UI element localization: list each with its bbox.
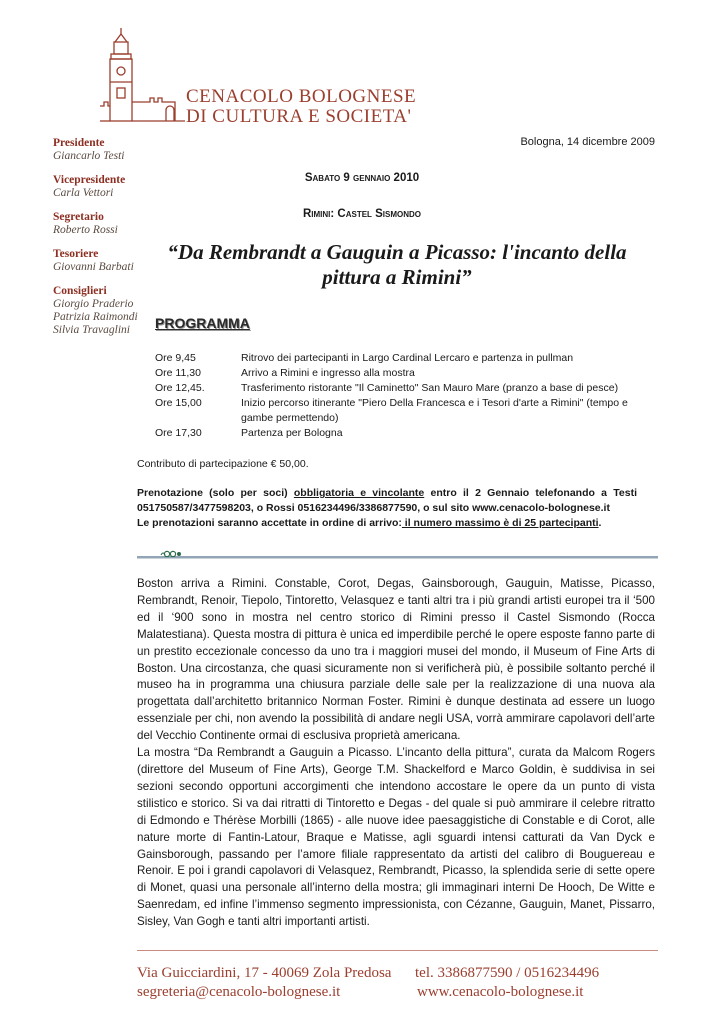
officer-role: Tesoriere xyxy=(53,248,99,260)
divider-ornament-icon xyxy=(137,549,658,561)
contributo-text: Contributo di partecipazione € 50,00. xyxy=(137,458,309,470)
prenotazione-emphasis: il numero massimo è di 25 partecipanti xyxy=(401,517,599,529)
footer-left xyxy=(137,964,391,1002)
prenotazione-part: entro il 2 Gennaio telefonando a Testi 051750587/3477598203, o Rossi 0516234496/3386877590, o sul sito www.cenacolo-bolognese.it xyxy=(137,487,637,514)
event-date xyxy=(0,172,724,184)
programma-desc: Partenza per Bologna xyxy=(241,427,343,439)
officer-role: Vicepresidente xyxy=(53,174,126,186)
article-paragraph: Boston arriva a Rimini. Constable, Corot, Degas, Gainsborough, Gauguin, Matisse, Picasso, Rembrandt, Renoir, Tiepolo, Tintoretto, Velasquez e tanti altri tra i più grandi artisti europei tra il ‘500 ed il ‘900 sono in mostra nel centro storico di Rimini presso il Castel Sismondo (Rocca Malatestiana). Questa mostra di pittura è unica ed imperdibile perché le opere esposte fanno parte di un prestito eccezionale concesso da uno tra i maggiori musei del mondo, il Museum of Fine Arts di Boston. Una circostanza, che quasi sicuramente non si verificherà più, è possibile soltanto perché il museo ha in programma una chiusura parziale delle sale per la realizzazione di una nuova ala progettata dall’architetto britannico Norman Foster. Rimini è dunque destinata ad essere un luogo essenziale per chi, non avendo la possibilità di andare negli USA, vorrà ammirare capolavori dell’arte del Vecchio Continente ormai di esclusiva proprietà americana. xyxy=(137,577,655,743)
officer-group-presidente xyxy=(53,137,153,163)
prenotazione-emphasis: obbligatoria e vincolante xyxy=(293,487,425,499)
event-title: “Da Rembrandt a Gauguin a Picasso: l'incanto della pittura a Rimini” xyxy=(167,240,627,289)
footer-right xyxy=(415,964,599,1002)
prenotazione-part: Le prenotazioni saranno accettate in ordine di arrivo: xyxy=(137,517,402,529)
programma-time: Ore 15,00 xyxy=(155,397,202,409)
footer-address: Via Guicciardini, 17 - 40069 Zola Predosa xyxy=(137,965,392,981)
officer-name: Roberto Rossi xyxy=(53,224,118,236)
officer-group-consiglieri xyxy=(53,285,153,337)
officer-name: Giorgio Praderio xyxy=(53,298,134,310)
officer-name: Patrizia Raimondi xyxy=(53,311,138,323)
programma-desc: Trasferimento ristorante "Il Caminetto" San Mauro Mare (pranzo a base di pesce) xyxy=(241,382,619,394)
programma-row xyxy=(155,381,655,396)
programma-row xyxy=(155,396,655,426)
logo-line-2: DI CULTURA E SOCIETA' xyxy=(186,106,412,127)
section-divider xyxy=(137,548,658,560)
logo-text xyxy=(186,87,416,127)
programma-desc: Inizio percorso itinerante "Piero Della Francesca e i Tesori d'arte a Rimini" (tempo e gambe permettendo) xyxy=(241,397,628,424)
officer-name: Carla Vettori xyxy=(53,187,114,199)
programma-row xyxy=(155,426,655,441)
programma-heading: PROGRAMMA xyxy=(155,315,250,331)
officer-name: Giancarlo Testi xyxy=(53,150,125,162)
footer-phone: tel. 3386877590 / 0516234496 xyxy=(415,965,600,981)
logo-line-1: CENACOLO BOLOGNESE xyxy=(186,86,417,107)
officer-name: Giovanni Barbati xyxy=(53,261,134,273)
programma-table xyxy=(155,351,655,441)
programma-desc: Ritrovo dei partecipanti in Largo Cardinal Lercaro e partenza in pullman xyxy=(241,352,574,364)
programma-row xyxy=(155,366,655,381)
prenotazione-part: . xyxy=(598,517,602,529)
letter-date: Bologna, 14 dicembre 2009 xyxy=(520,136,655,148)
footer-rule xyxy=(137,950,658,951)
officer-name: Silvia Travaglini xyxy=(53,324,130,336)
programma-row xyxy=(155,351,655,366)
article-paragraph: La mostra “Da Rembrandt a Gauguin a Picasso. L’incanto della pittura”, curata da Malcom Rogers (direttore del Museum of Fine Arts), George T.M. Shackelford e Marco Goldin, è suddivisa in sei sezioni secondo opportuni accorgimenti che intendono accostare le opere da un punto di vista stilistico e storico. Si va dai ritratti di Tintoretto e Degas - del quale si può ammirare il celebre ritratto di Edmondo e Thérèse Morbilli (1865) - alle nuove idee paesaggistiche di Constable e di Corot, alle nature morte di Fantin-Latour, Braque e Matisse, agli sguardi intensi catturati da Van Dyck e Gainsborough, passando per l’amore filiale rappresentato da artisti del calibro di Bouguereau e Renoir. E poi i grandi capolavori di Velasquez, Rembrandt, Picasso, la splendida serie di sette opere di Monet, quasi una personale all’interno della mostra; gli immaginari interni De Hooch, De Witte e Saenredam, ed infine l’immenso segmento impressionista, con Cézanne, Gauguin, Manet, Pissarro, Sisley, Van Gogh e tanti altri importanti artisti. xyxy=(137,746,655,929)
letterhead-footer xyxy=(137,950,658,1010)
prenotazione-part: Prenotazione (solo per soci) xyxy=(137,487,294,499)
footer-email: segreteria@cenacolo-bolognese.it xyxy=(137,984,341,1000)
officer-role: Segretario xyxy=(53,211,104,223)
event-location-text: Rimini: Castel Sismondo xyxy=(302,208,422,220)
programma-time: Ore 17,30 xyxy=(155,427,202,439)
officer-role: Presidente xyxy=(53,137,105,149)
officer-role: Consiglieri xyxy=(53,285,107,297)
programma-desc: Arrivo a Rimini e ingresso alla mostra xyxy=(241,367,415,379)
programma-time: Ore 12,45. xyxy=(155,382,205,394)
prenotazione-block xyxy=(137,486,637,531)
event-location xyxy=(0,208,724,220)
event-date-text: Sabato 9 gennaio 2010 xyxy=(304,172,420,184)
programma-time: Ore 9,45 xyxy=(155,352,196,364)
programma-time: Ore 11,30 xyxy=(155,367,201,379)
article-body xyxy=(137,576,655,931)
footer-website: www.cenacolo-bolognese.it xyxy=(417,984,584,1000)
